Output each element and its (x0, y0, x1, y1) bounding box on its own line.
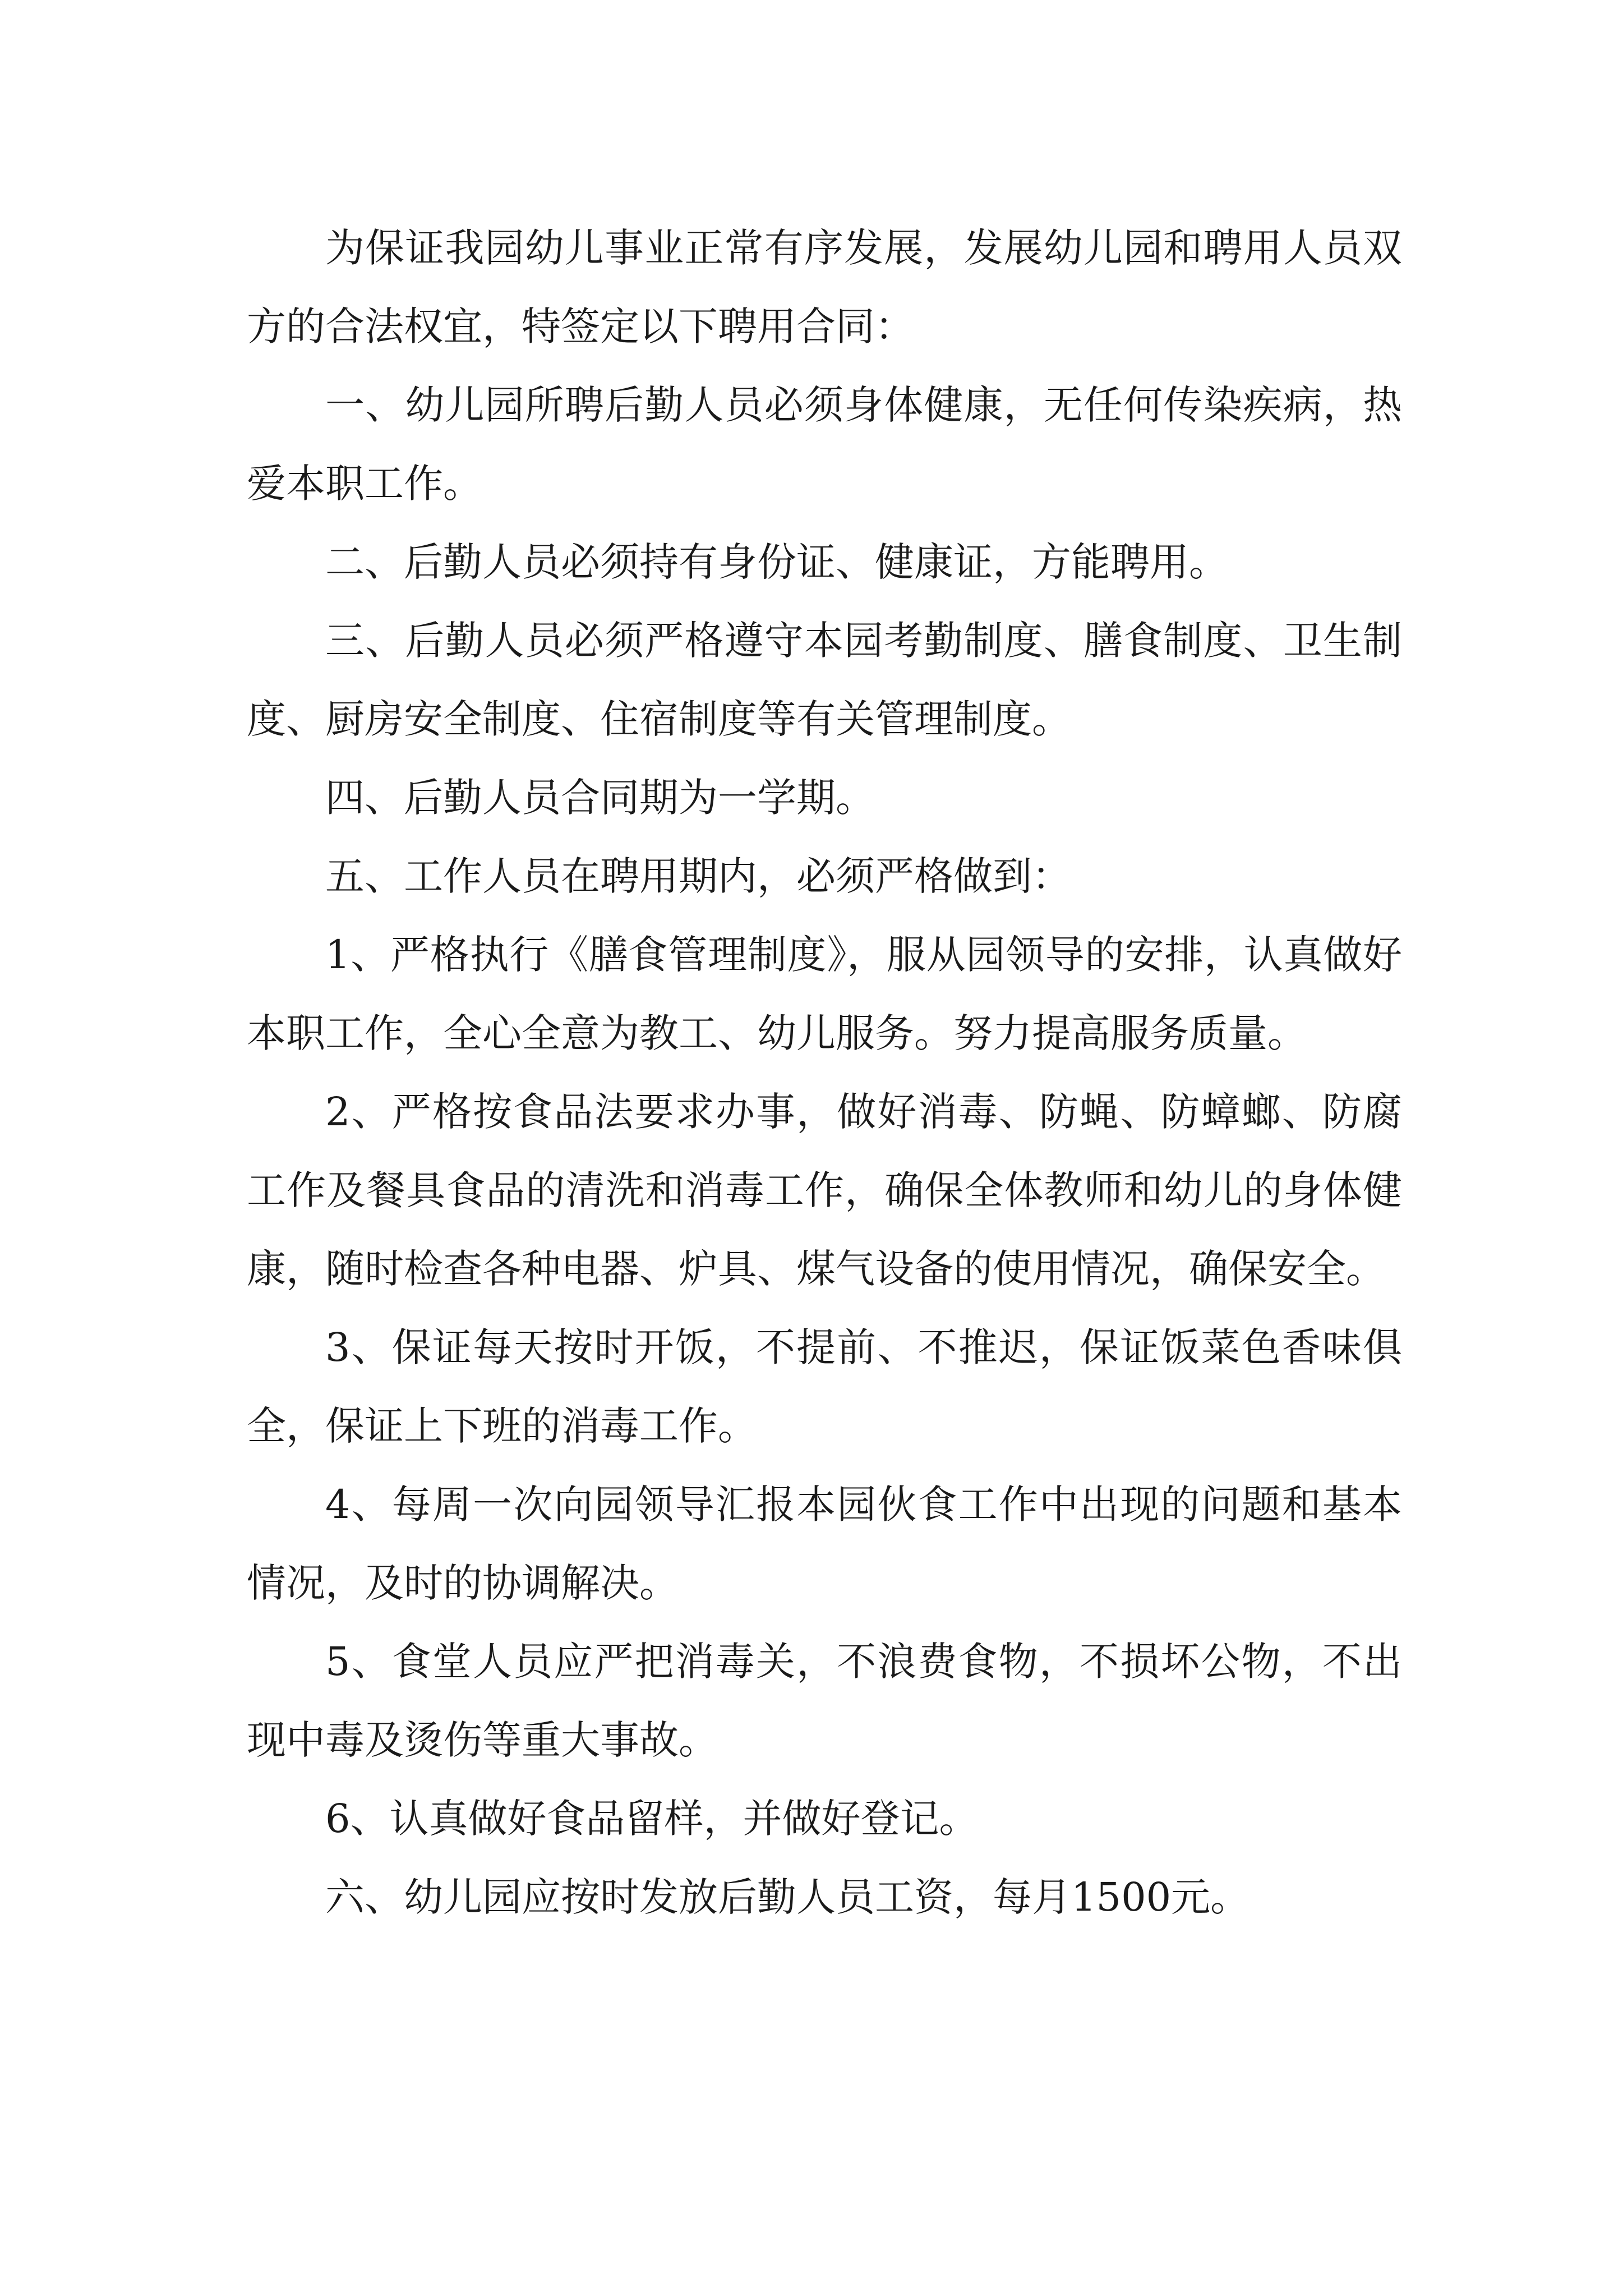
paragraph-intro: 为保证我园幼儿事业正常有序发展，发展幼儿园和聘用人员双方的合法权宜，特签定以下聘用合同： (247, 225, 1402, 349)
paragraph-clause-3: 三、后勤人员必须严格遵守本园考勤制度、膳食制度、卫生制度、厨房安全制度、住宿制度等有关管理制度。 (247, 618, 1402, 742)
paragraph-clause-1: 一、幼儿园所聘后勤人员必须身体健康，无任何传染疾病，热爱本职工作。 (247, 382, 1402, 507)
paragraph-clause-2: 二、后勤人员必须持有身份证、健康证，方能聘用。 (325, 539, 1228, 585)
paragraph-item-6: 6、认真做好食品留样，并做好登记。 (325, 1796, 979, 1842)
paragraph-item-2: 2、严格按食品法要求办事，做好消毒、防蝇、防蟑螂、防腐工作及餐具食品的清洗和消毒工作，确保全体教师和幼儿的身体健康，随时检查各种电器、炉具、煤气设备的使用情况，确保安全。 (247, 1089, 1402, 1292)
paragraph-clause-4: 四、后勤人员合同期为一学期。 (325, 775, 875, 821)
paragraph-item-5: 5、食堂人员应严把消毒关，不浪费食物，不损坏公物，不出现中毒及烫伤等重大事故。 (247, 1639, 1402, 1763)
paragraph-clause-6: 六、幼儿园应按时发放后勤人员工资，每月1500元。 (325, 1874, 1250, 1920)
paragraph-item-3: 3、保证每天按时开饭，不提前、不推迟，保证饭菜色香味俱全，保证上下班的消毒工作。 (247, 1324, 1402, 1449)
paragraph-item-1: 1、严格执行《膳食管理制度》，服从园领导的安排，认真做好本职工作，全心全意为教工、幼儿服务。努力提高服务质量。 (247, 932, 1402, 1056)
paragraph-item-4: 4、每周一次向园领导汇报本园伙食工作中出现的问题和基本情况，及时的协调解决。 (247, 1481, 1402, 1606)
paragraph-clause-5: 五、工作人员在聘用期内，必须严格做到： (325, 853, 1071, 899)
document-body (247, 209, 1402, 1936)
